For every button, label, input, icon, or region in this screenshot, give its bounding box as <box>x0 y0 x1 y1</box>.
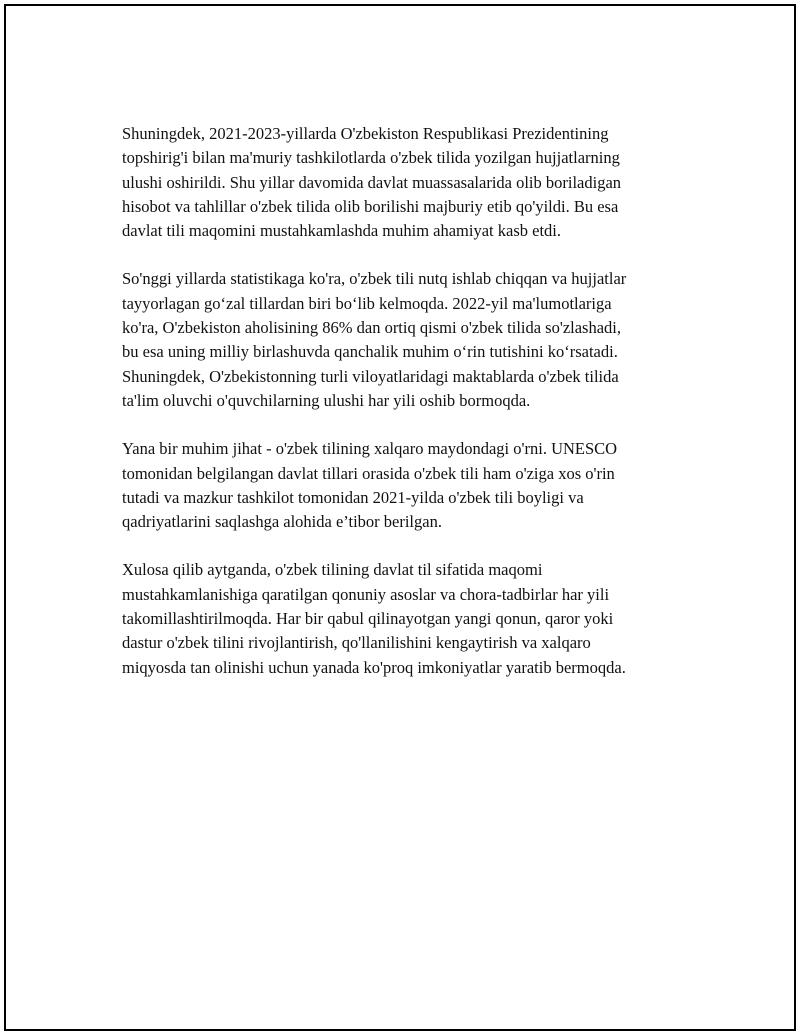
paragraph-4 <box>122 558 702 679</box>
paragraph-1 <box>122 122 702 243</box>
text-line: tayyorlagan go‘zal tillardan biri bo‘lib kelmoqda. 2022-yil ma'lumotlariga <box>122 293 612 313</box>
text-line: ko'ra, O'zbekiston aholisining 86% dan ortiq qismi o'zbek tilida so'zlashadi, <box>122 318 622 338</box>
text-line: qadriyatlarini saqlashga alohida e’tibor berilgan. <box>122 512 442 532</box>
text-line: takomillashtirilmoqda. Har bir qabul qilinayotgan yangi qonun, qaror yoki <box>122 609 614 629</box>
document-page <box>4 4 796 1031</box>
text-line: Yana bir muhim jihat - o'zbek tilining xalqaro maydondagi o'rni. UNESCO <box>122 439 618 459</box>
text-line: Shuningdek, O'zbekistonning turli viloyatlaridagi maktablarda o'zbek tilida <box>122 366 619 386</box>
text-line: ulushi oshirildi. Shu yillar davomida davlat muassasalarida olib boriladigan <box>122 172 622 192</box>
text-line: Shuningdek, 2021-2023-yillarda O'zbekiston Respublikasi Prezidentining <box>122 124 609 143</box>
text-line: bu esa uning milliy birlashuvda qanchalik muhim o‘rin tutishini ko‘rsatadi. <box>122 342 618 362</box>
paragraph-2 <box>122 267 702 413</box>
text-line: davlat tili maqomini mustahkamlashda muhim ahamiyat kasb etdi. <box>122 221 561 241</box>
text-line: ta'lim oluvchi o'quvchilarning ulushi har yili oshib bormoqda. <box>122 390 531 410</box>
text-line: dastur o'zbek tilini rivojlantirish, qo'llanilishini kengaytirish va xalqaro <box>122 633 591 653</box>
text-line: topshirig'i bilan ma'muriy tashkilotlarda o'zbek tilida yozilgan hujjatlarning <box>122 148 620 168</box>
text-line: So'nggi yillarda statistikaga ko'ra, o'zbek tili nutq ishlab chiqqan va hujjatlar <box>122 269 627 289</box>
text-line: tutadi va mazkur tashkilot tomonidan 2021-yilda o'zbek tili boyligi va <box>122 487 584 507</box>
paragraph-3 <box>122 437 702 534</box>
text-line: miqyosda tan olinishi uchun yanada ko'proq imkoniyatlar yaratib bermoqda. <box>122 657 626 677</box>
text-line: hisobot va tahlillar o'zbek tilida olib borilishi majburiy etib qo'yildi. Bu esa <box>122 196 619 216</box>
text-line: Xulosa qilib aytganda, o'zbek tilining davlat til sifatida maqomi <box>122 560 543 580</box>
text-line: mustahkamlanishiga qaratilgan qonuniy asoslar va chora-tadbirlar har yili <box>122 584 610 604</box>
text-line: tomonidan belgilangan davlat tillari orasida o'zbek tili ham o'ziga xos o'rin <box>122 463 615 483</box>
document-body <box>122 122 702 704</box>
